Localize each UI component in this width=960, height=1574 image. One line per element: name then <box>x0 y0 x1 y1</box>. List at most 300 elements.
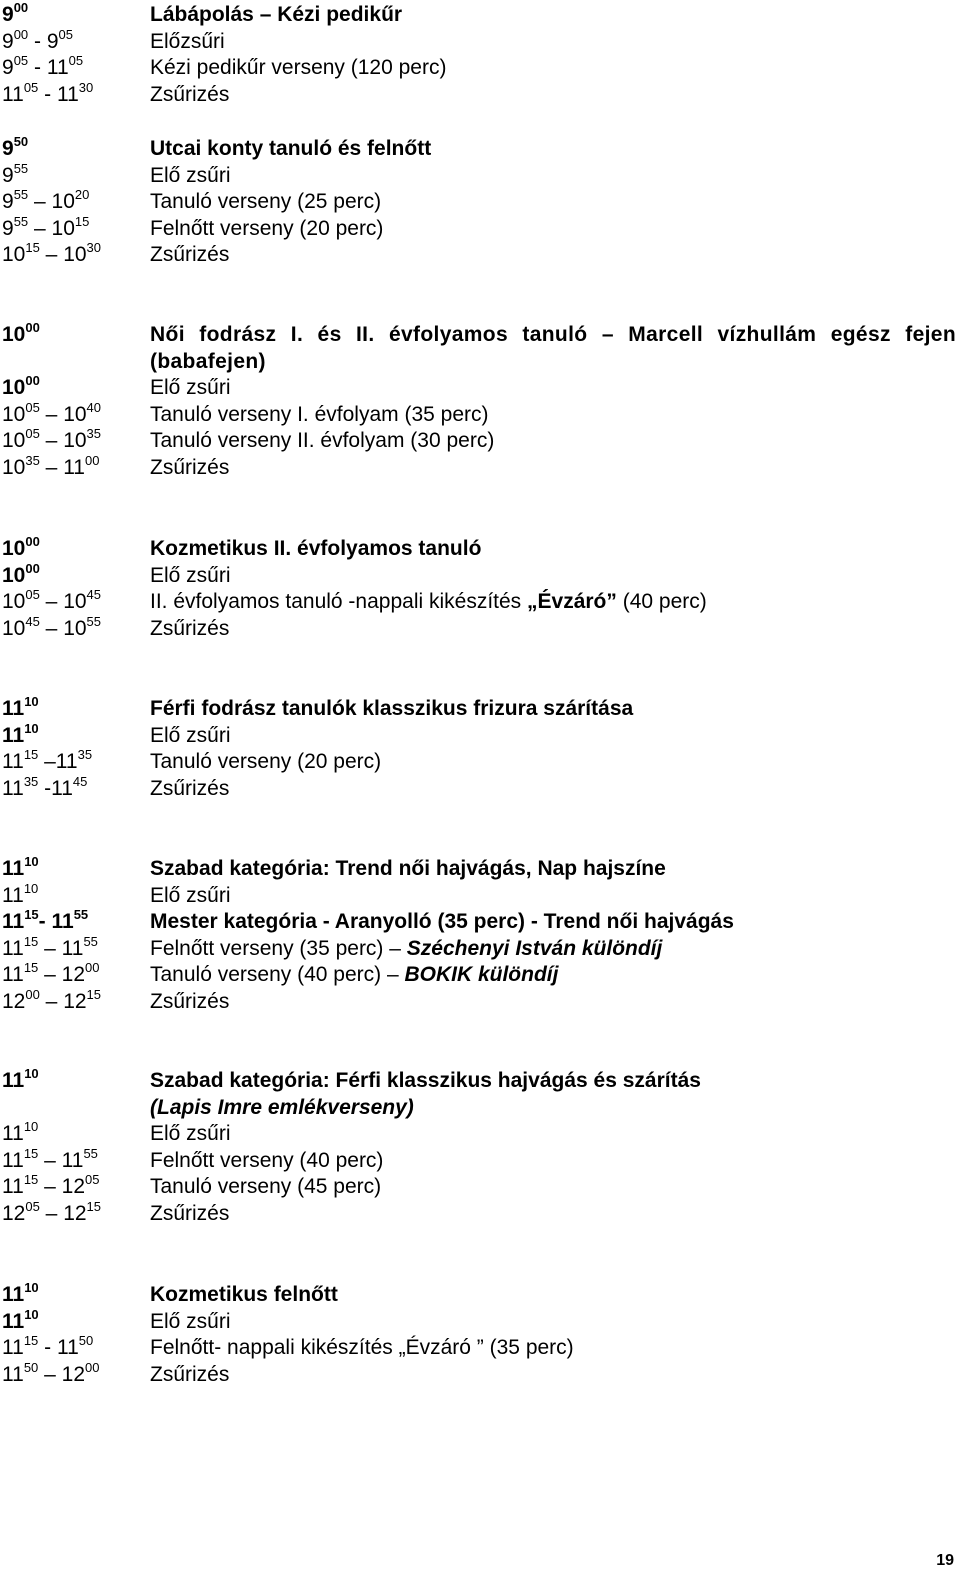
time-cell <box>0 1279 150 1309</box>
time-start-minutes: 00 <box>25 560 40 576</box>
event-text <box>150 29 956 56</box>
section-heading-row <box>0 2 960 29</box>
time-separator: – <box>39 590 64 614</box>
schedule-row <box>0 55 960 82</box>
time-cell <box>0 1121 150 1148</box>
time-start-hour: 10 <box>2 455 26 479</box>
time-end-minutes: 50 <box>78 1333 94 1349</box>
time-start-minutes: 05 <box>25 1198 40 1214</box>
schedule-section <box>0 853 960 1016</box>
schedule-row <box>0 589 960 616</box>
event-text <box>150 1174 956 1201</box>
time-start-minutes: 15 <box>23 747 39 763</box>
event-text-segment: Női fodrász I. és II. évfolyamos tanuló – Marcell vízhullám egész fejen (babafejen) <box>150 323 956 373</box>
event-text <box>150 322 956 375</box>
event-text-segment: Tanuló verseny (20 perc) <box>150 750 382 774</box>
event-text-segment: Zsűrizés <box>150 455 230 479</box>
time-cell <box>0 773 150 803</box>
event-text-segment: „Évzáró” <box>527 590 617 614</box>
time-cell <box>0 428 150 455</box>
time-cell <box>0 560 150 590</box>
time-start-hour: 9 <box>2 3 14 26</box>
time-start-hour: 9 <box>2 163 14 187</box>
time-start-minutes: 45 <box>25 613 40 629</box>
time-cell <box>0 986 150 1016</box>
event-text-segment: Mester kategória - Aranyolló (35 perc) - Trend női hajvágás <box>150 910 734 934</box>
time-cell <box>0 133 150 163</box>
event-text-segment: Elő zsűri <box>150 723 231 747</box>
time-start-minutes: 00 <box>25 319 40 335</box>
event-text <box>150 1095 956 1122</box>
schedule-section <box>0 133 960 269</box>
time-separator: – <box>39 616 64 640</box>
event-text-segment: Elő zsűri <box>150 376 231 400</box>
time-end-hour: 12 <box>61 1175 85 1199</box>
schedule-row <box>0 773 960 803</box>
event-text <box>150 1121 956 1148</box>
event-text <box>150 696 956 723</box>
time-separator: – <box>39 455 64 479</box>
event-text <box>150 1309 956 1336</box>
time-end-minutes: 30 <box>78 79 94 95</box>
time-start-minutes: 15 <box>23 1145 39 1161</box>
time-end-minutes: 05 <box>85 1172 100 1188</box>
time-end-minutes: 15 <box>74 213 90 229</box>
event-text-segment: Felnőtt- nappali kikészítés „Évzáró ” (35 perc) <box>150 1336 574 1360</box>
time-start-minutes: 15 <box>25 240 40 256</box>
time-start-minutes: 00 <box>13 0 29 15</box>
event-text-segment: Elő zsűri <box>150 563 231 587</box>
time-end-hour: 11 <box>56 1336 79 1360</box>
time-cell <box>0 55 150 82</box>
event-text-segment: Zsűrizés <box>150 989 230 1013</box>
event-text <box>150 455 956 482</box>
event-text-segment: Utcai konty tanuló és felnőtt <box>150 137 432 160</box>
event-text-segment: (40 perc) <box>616 590 707 614</box>
time-end-minutes: 35 <box>77 747 93 763</box>
time-start-minutes: 05 <box>25 399 40 415</box>
time-end-hour: 11 <box>46 56 69 80</box>
time-cell <box>0 189 150 216</box>
time-start-minutes: 15 <box>23 960 39 976</box>
event-text-segment: II. évfolyamos tanuló -nappali kikészítés <box>150 590 528 614</box>
time-end-hour: 11 <box>56 82 79 106</box>
schedule-row <box>0 1145 960 1175</box>
time-start-hour: 11 <box>2 1309 25 1333</box>
time-start-hour: 11 <box>2 1148 24 1172</box>
time-start-hour: 11 <box>2 1069 25 1092</box>
event-text <box>150 428 956 455</box>
time-cell <box>0 1335 150 1362</box>
time-separator: – <box>38 1362 62 1386</box>
time-start-minutes: 55 <box>13 187 29 203</box>
time-start-hour: 10 <box>2 590 26 614</box>
time-separator: - <box>38 910 52 934</box>
time-start-minutes: 55 <box>13 213 29 229</box>
time-end-hour: 11 <box>63 455 85 479</box>
time-end-minutes: 15 <box>86 986 102 1002</box>
event-text <box>150 2 956 29</box>
time-end-minutes: 15 <box>86 1198 102 1214</box>
event-text <box>150 723 956 750</box>
event-text-segment: Szabad kategória: Férfi klasszikus hajvágás és szárítás <box>150 1069 701 1092</box>
schedule-row <box>0 79 960 109</box>
event-text <box>150 962 956 989</box>
schedule-row <box>0 452 960 482</box>
schedule-row <box>0 160 960 190</box>
schedule-row <box>0 1335 960 1362</box>
time-start-minutes: 05 <box>25 426 40 442</box>
schedule-section <box>0 533 960 642</box>
time-separator: - <box>38 776 52 800</box>
schedule-row <box>0 399 960 429</box>
event-text <box>150 883 956 910</box>
event-text-segment: Felnőtt verseny (35 perc) – <box>150 936 407 960</box>
time-start-hour: 11 <box>2 936 24 960</box>
time-end-minutes: 00 <box>85 960 100 976</box>
time-cell <box>0 2 150 29</box>
time-end-hour: 12 <box>63 1201 87 1225</box>
time-separator: – <box>39 243 64 267</box>
time-end-minutes: 05 <box>68 53 84 69</box>
time-start-hour: 11 <box>2 1362 24 1386</box>
time-start-hour: 9 <box>2 56 14 80</box>
event-text-segment: Elő zsűri <box>150 883 231 907</box>
time-end-hour: 12 <box>61 1362 85 1386</box>
schedule-row <box>0 242 960 269</box>
time-cell <box>0 375 150 402</box>
event-text <box>150 616 956 643</box>
time-separator: – <box>39 1201 64 1225</box>
event-text <box>150 856 956 883</box>
time-separator: – <box>38 963 62 987</box>
time-start-hour: 10 <box>2 402 26 426</box>
time-cell <box>0 909 150 936</box>
time-end-minutes: 40 <box>86 399 102 415</box>
time-start-hour: 11 <box>2 963 24 987</box>
time-start-hour: 11 <box>2 82 24 106</box>
time-start-hour: 9 <box>2 190 14 214</box>
time-separator: – <box>28 190 52 214</box>
event-text <box>150 1282 956 1309</box>
schedule-row <box>0 1359 960 1389</box>
time-start-minutes: 10 <box>23 880 39 896</box>
time-cell <box>0 213 150 243</box>
event-text-segment: Tanuló verseny (45 perc) <box>150 1175 382 1199</box>
event-text <box>150 776 956 803</box>
event-text <box>150 1335 956 1362</box>
schedule-row <box>0 26 960 56</box>
time-start-hour: 11 <box>2 1175 24 1199</box>
time-end-minutes: 55 <box>83 1145 98 1161</box>
time-end-hour: 10 <box>63 243 87 267</box>
event-text <box>150 136 956 163</box>
event-text-segment: (Lapis Imre emlékverseny) <box>150 1095 414 1119</box>
time-cell <box>0 1065 150 1095</box>
time-cell <box>0 242 150 269</box>
time-start-hour: 11 <box>2 1122 24 1146</box>
time-end-hour: 9 <box>46 29 59 53</box>
time-end-hour: 12 <box>63 989 87 1013</box>
time-end-minutes: 30 <box>86 240 102 256</box>
schedule-row <box>0 428 960 455</box>
time-end-hour: 10 <box>51 190 75 214</box>
event-text <box>150 989 956 1016</box>
time-end-hour: 11 <box>51 910 74 934</box>
schedule-row <box>0 213 960 243</box>
time-separator: – <box>39 989 64 1013</box>
time-start-hour: 10 <box>2 429 26 453</box>
event-text-segment: Zsűrizés <box>150 243 230 267</box>
time-end-minutes: 55 <box>86 613 102 629</box>
event-text-segment: Tanuló verseny (25 perc) <box>150 190 382 214</box>
time-end-minutes: 45 <box>72 773 88 789</box>
time-cell <box>0 613 150 643</box>
event-text-segment: Elő zsűri <box>150 1122 231 1146</box>
event-text-segment: Zsűrizés <box>150 1201 230 1225</box>
event-text <box>150 536 956 563</box>
schedule-row <box>0 1198 960 1228</box>
event-text-segment: Elő zsűri <box>150 1309 231 1333</box>
time-start-hour: 10 <box>2 616 26 640</box>
schedule-row <box>0 880 960 910</box>
time-start-minutes: 10 <box>24 853 39 869</box>
schedule-row <box>0 1095 960 1122</box>
time-end-minutes: 55 <box>73 907 89 923</box>
time-start-hour: 11 <box>2 1336 24 1360</box>
time-separator: - <box>28 56 47 80</box>
event-text-segment: Lábápolás – Kézi pedikűr <box>150 3 403 26</box>
time-cell <box>0 693 150 723</box>
time-start-minutes: 00 <box>25 373 40 389</box>
time-start-minutes: 00 <box>13 26 29 42</box>
event-text <box>150 55 956 82</box>
time-separator: - <box>38 1336 57 1360</box>
schedule-row <box>0 560 960 590</box>
time-end-hour: 11 <box>61 936 84 960</box>
time-cell <box>0 26 150 56</box>
time-end-hour: 10 <box>63 616 87 640</box>
time-cell <box>0 749 150 776</box>
time-end-minutes: 35 <box>86 426 102 442</box>
event-text-segment: Zsűrizés <box>150 616 230 640</box>
time-start-hour: 10 <box>2 323 26 346</box>
time-cell <box>0 880 150 910</box>
event-text <box>150 936 956 963</box>
schedule-row <box>0 720 960 750</box>
time-start-minutes: 15 <box>23 1333 39 1349</box>
time-cell <box>0 160 150 190</box>
event-text-segment: Elő zsűri <box>150 163 231 187</box>
time-start-hour: 9 <box>2 29 14 53</box>
section-heading-row <box>0 1279 960 1309</box>
time-start-hour: 10 <box>2 243 26 267</box>
time-end-minutes: 00 <box>85 452 100 468</box>
time-start-minutes: 10 <box>24 1279 39 1295</box>
time-cell <box>0 720 150 750</box>
time-separator: – <box>38 936 62 960</box>
event-text-segment: Zsűrizés <box>150 1362 230 1386</box>
time-start-hour: 11 <box>2 697 25 720</box>
page-number: 19 <box>936 1552 954 1569</box>
event-text-segment: Felnőtt verseny (20 perc) <box>150 216 384 240</box>
time-end-hour: 11 <box>51 776 73 800</box>
time-cell <box>0 962 150 989</box>
time-separator: - <box>38 82 57 106</box>
event-text <box>150 909 956 936</box>
time-start-minutes: 05 <box>13 53 29 69</box>
time-start-minutes: 10 <box>24 1306 39 1322</box>
time-start-minutes: 15 <box>23 933 39 949</box>
section-heading-row <box>0 133 960 163</box>
time-cell <box>0 319 150 349</box>
event-text-segment: Tanuló verseny (40 perc) – <box>150 963 405 987</box>
schedule-row <box>0 1121 960 1148</box>
time-start-hour: 11 <box>2 723 25 747</box>
event-text <box>150 216 956 243</box>
time-cell <box>0 1174 150 1201</box>
time-end-hour: 12 <box>61 963 85 987</box>
time-start-minutes: 10 <box>24 693 39 709</box>
time-end-minutes: 55 <box>83 933 98 949</box>
event-text <box>150 589 956 616</box>
time-start-minutes: 00 <box>25 533 40 549</box>
time-start-hour: 11 <box>2 857 25 880</box>
time-cell <box>0 399 150 429</box>
time-start-hour: 11 <box>2 910 25 934</box>
time-separator: – <box>28 216 52 240</box>
time-end-hour: 10 <box>63 429 87 453</box>
time-start-minutes: 05 <box>23 79 39 95</box>
time-start-hour: 12 <box>2 989 26 1013</box>
time-start-minutes: 15 <box>24 907 39 923</box>
time-start-minutes: 15 <box>23 1172 39 1188</box>
time-start-hour: 11 <box>2 883 24 907</box>
schedule-row <box>0 962 960 989</box>
event-text-segment: BOKIK különdíj <box>404 963 559 987</box>
time-start-minutes: 55 <box>13 160 29 176</box>
schedule-row <box>0 375 960 402</box>
time-cell <box>0 452 150 482</box>
time-start-hour: 10 <box>2 563 26 587</box>
time-cell <box>0 533 150 563</box>
time-separator: – <box>38 1148 62 1172</box>
time-start-minutes: 05 <box>25 587 40 603</box>
event-text <box>150 402 956 429</box>
event-text <box>150 563 956 590</box>
time-start-hour: 12 <box>2 1201 26 1225</box>
time-start-hour: 9 <box>2 137 14 160</box>
event-text <box>150 163 956 190</box>
time-cell <box>0 853 150 883</box>
time-cell <box>0 79 150 109</box>
event-text <box>150 1068 956 1095</box>
event-text-segment: Szabad kategória: Trend női hajvágás, Nap hajszíne <box>150 857 666 880</box>
time-end-hour: 11 <box>61 1148 84 1172</box>
schedule-row <box>0 933 960 963</box>
section-heading-row <box>0 853 960 883</box>
time-start-hour: 10 <box>2 376 26 400</box>
section-heading-row <box>0 1065 960 1095</box>
section-heading-row <box>0 533 960 563</box>
time-start-minutes: 10 <box>23 1119 39 1135</box>
time-end-minutes: 45 <box>86 587 102 603</box>
time-start-hour: 11 <box>2 750 24 774</box>
schedule-section <box>0 2 960 108</box>
event-text <box>150 1362 956 1389</box>
time-start-minutes: 35 <box>23 773 39 789</box>
event-text-segment: Felnőtt verseny (40 perc) <box>150 1148 384 1172</box>
time-start-minutes: 00 <box>25 986 40 1002</box>
time-cell <box>0 1359 150 1389</box>
event-text <box>150 189 956 216</box>
event-text-segment: Tanuló verseny I. évfolyam (35 perc) <box>150 402 489 426</box>
event-text-segment: Kézi pedikűr verseny (120 perc) <box>150 56 447 80</box>
event-text-segment: Kozmetikus II. évfolyamos tanuló <box>150 537 482 560</box>
schedule-row <box>0 986 960 1016</box>
schedule-row <box>0 189 960 216</box>
event-text-segment: Zsűrizés <box>150 82 230 106</box>
time-start-minutes: 35 <box>25 452 40 468</box>
time-start-hour: 11 <box>2 776 24 800</box>
event-text-segment: Tanuló verseny II. évfolyam (30 perc) <box>150 429 495 453</box>
schedule-row <box>0 909 960 936</box>
event-text <box>150 1201 956 1228</box>
time-end-hour: 10 <box>51 216 75 240</box>
time-separator: - <box>28 29 47 53</box>
time-cell <box>0 589 150 616</box>
time-start-hour: 10 <box>2 537 26 560</box>
event-text <box>150 1148 956 1175</box>
time-cell <box>0 933 150 963</box>
time-separator: – <box>38 1175 62 1199</box>
time-end-minutes: 05 <box>58 26 73 42</box>
time-start-hour: 11 <box>2 1283 25 1306</box>
time-separator: – <box>39 402 64 426</box>
schedule-section <box>0 319 960 482</box>
time-start-minutes: 10 <box>24 720 39 736</box>
schedule-row <box>0 1306 960 1336</box>
schedule-row <box>0 1174 960 1201</box>
time-end-hour: 11 <box>55 750 78 774</box>
event-text <box>150 82 956 109</box>
event-text <box>150 242 956 269</box>
event-text <box>150 749 956 776</box>
event-text-segment: Előzsűri <box>150 29 225 53</box>
event-text-segment: Zsűrizés <box>150 776 230 800</box>
time-end-minutes: 00 <box>85 1359 100 1375</box>
schedule-section <box>0 1065 960 1228</box>
time-start-hour: 9 <box>2 216 14 240</box>
schedule-section <box>0 1279 960 1388</box>
event-text <box>150 375 956 402</box>
time-cell <box>0 1145 150 1175</box>
time-end-hour: 10 <box>63 590 87 614</box>
time-end-hour: 10 <box>63 402 87 426</box>
time-separator: – <box>38 750 56 774</box>
time-separator: – <box>39 429 64 453</box>
event-text-segment: Kozmetikus felnőtt <box>150 1283 338 1306</box>
event-text-segment: Férfi fodrász tanulók klasszikus frizura szárítása <box>150 697 634 720</box>
schedule-row <box>0 749 960 776</box>
time-end-minutes: 20 <box>74 187 90 203</box>
time-start-minutes: 50 <box>23 1359 39 1375</box>
section-heading-row <box>0 693 960 723</box>
time-cell <box>0 1306 150 1336</box>
schedule-section <box>0 693 960 802</box>
schedule-row <box>0 613 960 643</box>
time-start-minutes: 10 <box>24 1065 39 1081</box>
